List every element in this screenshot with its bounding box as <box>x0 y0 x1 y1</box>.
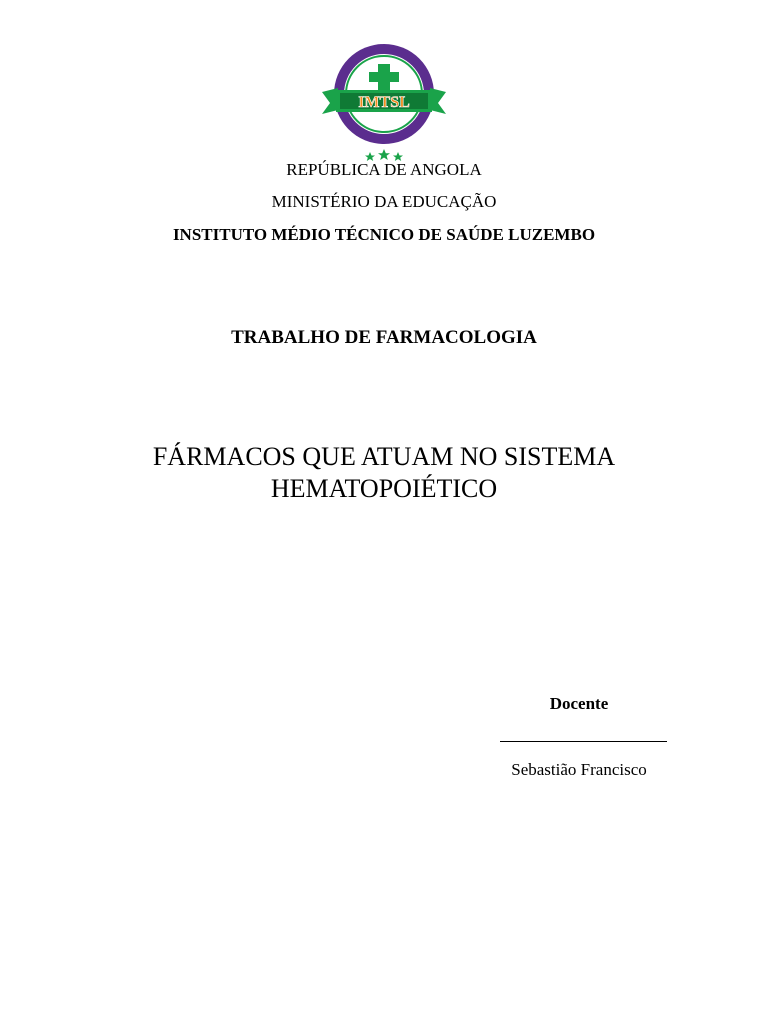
logo-ribbon-right-tail <box>430 88 446 114</box>
logo-cross-horizontal <box>369 72 399 82</box>
logo-star-center <box>378 149 390 160</box>
docente-name: Sebastião Francisco <box>511 760 647 779</box>
docente-label: Docente <box>549 694 609 713</box>
institute-logo <box>318 42 450 164</box>
logo-brand-text: IMTSL <box>358 94 410 111</box>
title-line-2: HEMATOPOIÉTICO <box>270 474 498 503</box>
subject-heading: TRABALHO DE FARMACOLOGIA <box>231 327 537 348</box>
ministry-heading: MINISTÉRIO DA EDUCAÇÃO <box>271 192 497 211</box>
logo-ribbon-left-tail <box>322 88 338 114</box>
document-title <box>0 441 768 505</box>
institute-heading: INSTITUTO MÉDIO TÉCNICO DE SAÚDE LUZEMBO <box>172 225 596 244</box>
title-line-1: FÁRMACOS QUE ATUAM NO SISTEMA <box>152 442 616 471</box>
signature-line <box>500 741 667 742</box>
republic-heading: REPÚBLICA DE ANGOLA <box>286 160 482 179</box>
